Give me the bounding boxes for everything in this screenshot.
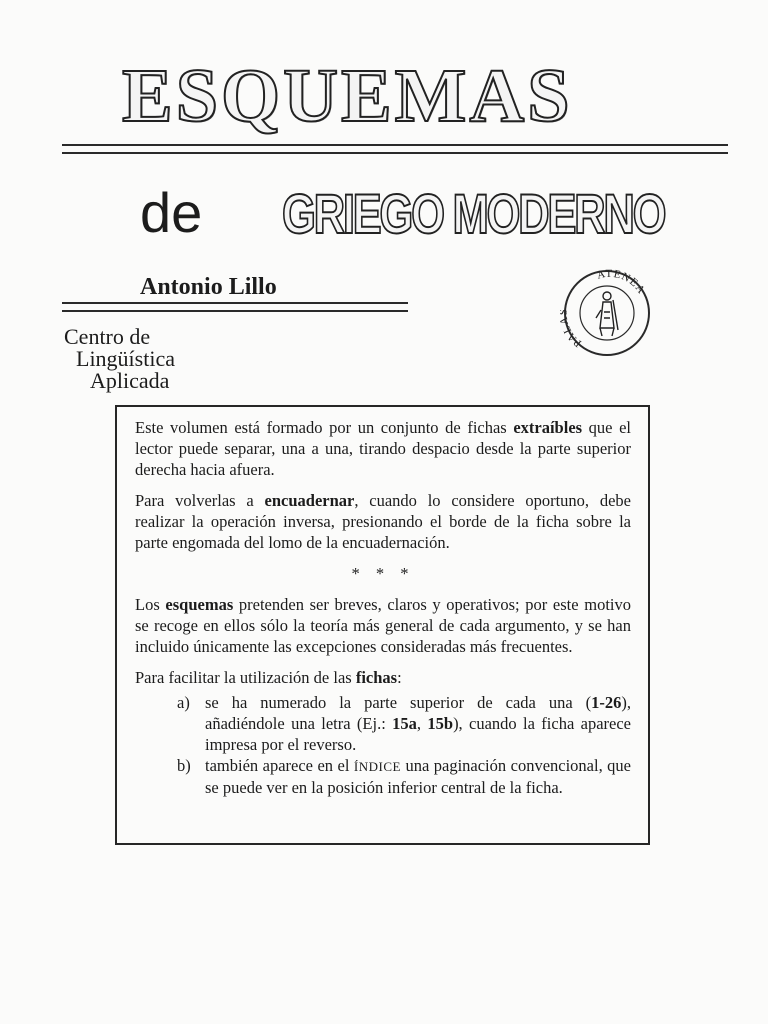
author-rule-top (62, 302, 408, 304)
list-item-text (205, 755, 631, 798)
text-run: , cuando lo considere oportuno, debe realizar la operación inversa, presionando el borde de la ficha sobre la parte engomada del lomo de la encuadernación. (135, 491, 631, 552)
publisher-line-1: Centro de (64, 324, 151, 349)
bold-term: esquemas (165, 595, 234, 614)
text-run: ), añadiéndole una letra (Ej.: (205, 693, 631, 733)
text-run: también aparece en el (205, 756, 354, 775)
book-title: ESQUEMAS (122, 54, 573, 138)
small-caps-term: ÍNDICE (353, 759, 401, 774)
text-run: una paginación convencional, que se puede ver en la posición inferior central de la ficha. (205, 756, 632, 797)
instructions-list (135, 692, 631, 798)
text-run: Los (135, 595, 166, 614)
instructions-paragraph-3 (135, 594, 631, 657)
list-item (177, 692, 631, 755)
text-run: Para volverlas a (135, 491, 265, 510)
book-subtitle: GRIEGO MODERNO (282, 182, 665, 245)
author-name: Antonio Lillo (140, 274, 277, 300)
bold-term: fichas (355, 668, 398, 687)
section-separator: * * * (351, 564, 415, 583)
text-run: se ha numerado la parte superior de cada una ( (205, 693, 592, 712)
subtitle-prefix: de (140, 181, 203, 244)
list-item-text (205, 692, 631, 755)
instructions-paragraph-4 (135, 667, 631, 688)
bold-term: encuadernar (264, 491, 355, 510)
bold-term: 15b (427, 714, 454, 733)
seal-text-left: PAL (560, 323, 584, 350)
instructions-box (115, 405, 650, 845)
list-item-label: b) (177, 756, 191, 775)
svg-text:ATENEA (596, 268, 648, 297)
text-run: , (416, 714, 428, 733)
bold-term: 1-26 (591, 693, 622, 712)
athena-figure-icon (596, 292, 618, 336)
text-run: que el lector puede separar, una a una, tirando despacio desde la parte superior derecha hacia afuera. (135, 418, 631, 479)
publisher-line-2: Lingüística (76, 346, 175, 371)
author-rule-bottom (62, 310, 408, 312)
title-rule-bottom (62, 152, 728, 154)
seal-text-top: ATENEA (595, 267, 648, 297)
instructions-paragraph-2 (135, 490, 631, 553)
text-run: Para facilitar la utilización de las (135, 668, 356, 687)
publisher-line-3: Aplicada (90, 368, 170, 393)
instructions-paragraph-1 (135, 417, 631, 480)
list-item (177, 755, 631, 798)
bold-term: 15a (392, 714, 417, 733)
palas-atenea-seal-logo (560, 266, 654, 365)
bold-term: extraíbles (513, 418, 583, 437)
text-run: ), cuando la ficha aparece impresa por el reverso. (205, 714, 631, 754)
text-run: pretenden ser breves, claros y operativos; por este motivo se recoge en ellos sólo la teoría más general de cada argumento, y se han incluido únicamente las excepciones consideradas más frecuentes. (135, 595, 631, 656)
list-item-label: a) (177, 693, 190, 712)
text-run: : (397, 668, 402, 687)
title-rule-top (62, 144, 728, 146)
text-run: Este volumen está formado por un conjunto de fichas (135, 418, 514, 437)
